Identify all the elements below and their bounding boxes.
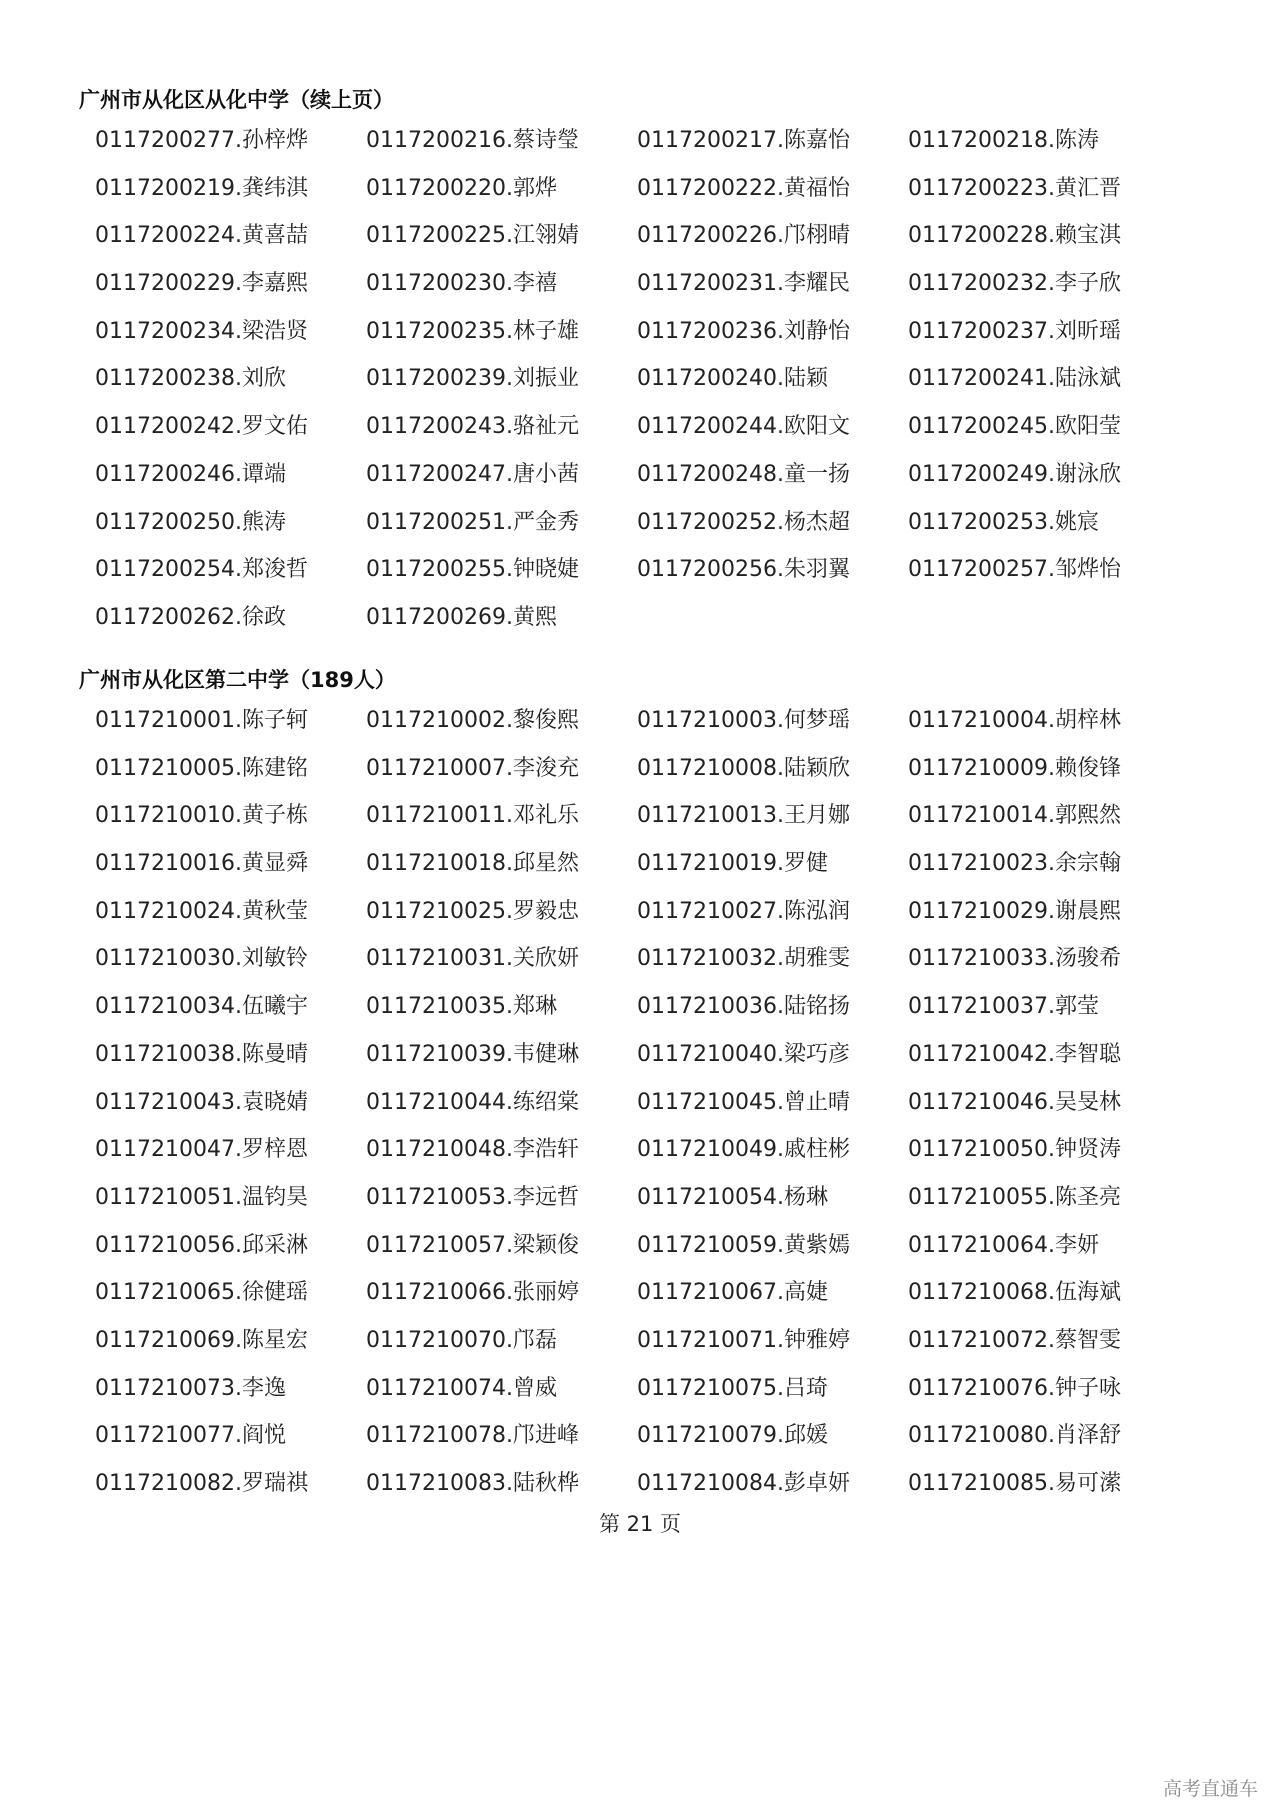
list-item: 0117200245.欧阳莹 (908, 414, 1121, 440)
list-item: 0117210037.郭莹 (908, 994, 1099, 1020)
list-item: 0117210071.钟雅婷 (637, 1327, 850, 1353)
list-item: 0117210070.邝磊 (366, 1327, 557, 1353)
list-item: 0117210077.阎悦 (95, 1423, 286, 1449)
list-item: 0117210025.罗毅忠 (366, 898, 579, 924)
list-item: 0117210065.徐健瑶 (95, 1280, 308, 1306)
list-item: 0117210046.吴旻林 (908, 1089, 1121, 1115)
list-item: 0117200250.熊涛 (95, 509, 286, 535)
list-item: 0117200241.陆泳斌 (908, 366, 1121, 392)
list-item: 0117210069.陈星宏 (95, 1327, 308, 1353)
list-item: 0117200249.谢泳欣 (908, 461, 1121, 487)
list-item: 0117200257.邹烨怡 (908, 557, 1121, 583)
list-item: 0117210049.戚柱彬 (637, 1137, 850, 1163)
list-item: 0117210018.邱星然 (366, 851, 579, 877)
list-item: 0117210001.陈子轲 (95, 708, 308, 733)
list-item: 0117200248.童一扬 (637, 461, 850, 487)
list-item: 0117200236.刘静怡 (637, 318, 850, 344)
list-item: 0117210079.邱媛 (637, 1423, 828, 1449)
entry-grid-1 (95, 117, 1179, 642)
list-item: 0117200243.骆祉元 (366, 414, 579, 440)
list-item: 0117200251.严金秀 (366, 509, 579, 535)
list-item: 0117210066.张丽婷 (366, 1280, 579, 1306)
list-item: 0117210067.高婕 (637, 1280, 828, 1306)
list-item: 0117210005.陈建铭 (95, 755, 308, 781)
list-item: 0117200217.陈嘉怡 (637, 128, 850, 153)
list-item: 0117210040.梁巧彦 (637, 1041, 850, 1067)
list-item: 0117210043.袁晓婧 (95, 1089, 308, 1115)
list-item: 0117200252.杨杰超 (637, 509, 850, 535)
list-item: 0117210085.易可潆 (908, 1471, 1121, 1496)
list-item: 0117210014.郭熙然 (908, 803, 1121, 829)
list-item: 0117210055.陈圣亮 (908, 1184, 1121, 1210)
list-item: 0117210007.李浚充 (366, 755, 579, 781)
list-item: 0117210038.陈曼晴 (95, 1041, 308, 1067)
list-item: 0117210044.练绍棠 (366, 1089, 579, 1115)
list-item: 0117210050.钟贤涛 (908, 1137, 1121, 1163)
list-item: 0117210075.吕琦 (637, 1375, 828, 1401)
list-item: 0117210039.韦健琳 (366, 1041, 579, 1067)
list-item: 0117200256.朱羽翼 (637, 557, 850, 583)
list-item: 0117200237.刘昕瑶 (908, 318, 1121, 344)
list-item: 0117210082.罗瑞祺 (95, 1471, 308, 1496)
list-item: 0117210053.李远哲 (366, 1184, 579, 1210)
list-item: 0117200219.龚纬淇 (95, 175, 308, 201)
list-item: 0117200247.唐小茜 (366, 461, 579, 487)
list-item: 0117210072.蔡智雯 (908, 1327, 1121, 1353)
section-title-2: 广州市从化区第二中学（189人） (79, 668, 396, 692)
entry-grid-2 (95, 697, 1179, 1508)
list-item: 0117200262.徐政 (95, 604, 286, 630)
list-item: 0117200224.黄喜喆 (95, 223, 308, 249)
list-item: 0117210045.曾止晴 (637, 1089, 850, 1115)
list-item: 0117210019.罗健 (637, 851, 828, 877)
list-item: 0117200255.钟晓婕 (366, 557, 579, 583)
list-item: 0117210056.邱采淋 (95, 1232, 308, 1258)
list-item: 0117210027.陈泓润 (637, 898, 850, 924)
list-item: 0117210078.邝进峰 (366, 1423, 579, 1449)
list-item: 0117200223.黄汇晋 (908, 175, 1121, 201)
list-item: 0117210054.杨琳 (637, 1184, 828, 1210)
list-item: 0117200269.黄熙 (366, 604, 557, 630)
list-item: 0117200229.李嘉熙 (95, 271, 308, 297)
list-item: 0117210080.肖泽舒 (908, 1423, 1121, 1449)
list-item: 0117200242.罗文佑 (95, 414, 308, 440)
list-item: 0117210013.王月娜 (637, 803, 850, 829)
list-item: 0117200216.蔡诗瑩 (366, 128, 579, 153)
list-item: 0117210029.谢晨熙 (908, 898, 1121, 924)
list-item: 0117210031.关欣妍 (366, 946, 579, 972)
list-item: 0117210068.伍海斌 (908, 1280, 1121, 1306)
list-item: 0117200226.邝栩晴 (637, 223, 850, 249)
list-item: 0117200225.江翎婧 (366, 223, 579, 249)
list-item: 0117200230.李禧 (366, 271, 557, 297)
list-item: 0117200235.林子雄 (366, 318, 579, 344)
watermark: 高考直通车 (1162, 1778, 1258, 1800)
list-item: 0117210034.伍曦宇 (95, 994, 308, 1020)
list-item: 0117210004.胡梓林 (908, 708, 1121, 733)
list-item: 0117210073.李逸 (95, 1375, 286, 1401)
list-item: 0117210032.胡雅雯 (637, 946, 850, 972)
list-item: 0117210051.温钧昊 (95, 1184, 308, 1210)
section-title-1: 广州市从化区从化中学（续上页） (79, 88, 394, 112)
list-item: 0117210008.陆颖欣 (637, 755, 850, 781)
list-item: 0117210057.梁颖俊 (366, 1232, 579, 1258)
list-item: 0117200232.李子欣 (908, 271, 1121, 297)
list-item: 0117210036.陆铭扬 (637, 994, 850, 1020)
list-item: 0117210024.黄秋莹 (95, 898, 308, 924)
list-item: 0117200244.欧阳文 (637, 414, 850, 440)
list-item: 0117210084.彭卓妍 (637, 1471, 850, 1496)
list-item: 0117200277.孙梓烨 (95, 128, 308, 153)
list-item: 0117210083.陆秋桦 (366, 1471, 579, 1496)
list-item: 0117210047.罗梓恩 (95, 1137, 308, 1163)
list-item: 0117200240.陆颖 (637, 366, 828, 392)
list-item: 0117200254.郑浚哲 (95, 557, 308, 583)
list-item: 0117200246.谭端 (95, 461, 286, 487)
list-item: 0117210033.汤骏希 (908, 946, 1121, 972)
list-item: 0117210042.李智聪 (908, 1041, 1121, 1067)
list-item: 0117200234.梁浩贤 (95, 318, 308, 344)
page-number: 第 21 页 (598, 1512, 682, 1536)
list-item: 0117210048.李浩轩 (366, 1137, 579, 1163)
list-item: 0117210016.黄显舜 (95, 851, 308, 877)
list-item: 0117200218.陈涛 (908, 128, 1099, 153)
list-item: 0117210002.黎俊熙 (366, 708, 579, 733)
list-item: 0117210074.曾威 (366, 1375, 557, 1401)
list-item: 0117210023.余宗翰 (908, 851, 1121, 877)
list-item: 0117210010.黄子栋 (95, 803, 308, 829)
list-item: 0117200222.黄福怡 (637, 175, 850, 201)
list-item: 0117200239.刘振业 (366, 366, 579, 392)
list-item: 0117210035.郑琳 (366, 994, 557, 1020)
list-item: 0117210003.何梦瑶 (637, 708, 850, 733)
list-item: 0117200238.刘欣 (95, 366, 286, 392)
list-item: 0117210059.黄紫嫣 (637, 1232, 850, 1258)
list-item: 0117200220.郭烨 (366, 175, 557, 201)
list-item: 0117210011.邓礼乐 (366, 803, 579, 829)
list-item: 0117200231.李耀民 (637, 271, 850, 297)
list-item: 0117210030.刘敏铃 (95, 946, 308, 972)
list-item: 0117210064.李妍 (908, 1232, 1099, 1258)
list-item: 0117210009.赖俊锋 (908, 755, 1121, 781)
list-item: 0117200228.赖宝淇 (908, 223, 1121, 249)
list-item: 0117200253.姚宸 (908, 509, 1099, 535)
list-item: 0117210076.钟子咏 (908, 1375, 1121, 1401)
